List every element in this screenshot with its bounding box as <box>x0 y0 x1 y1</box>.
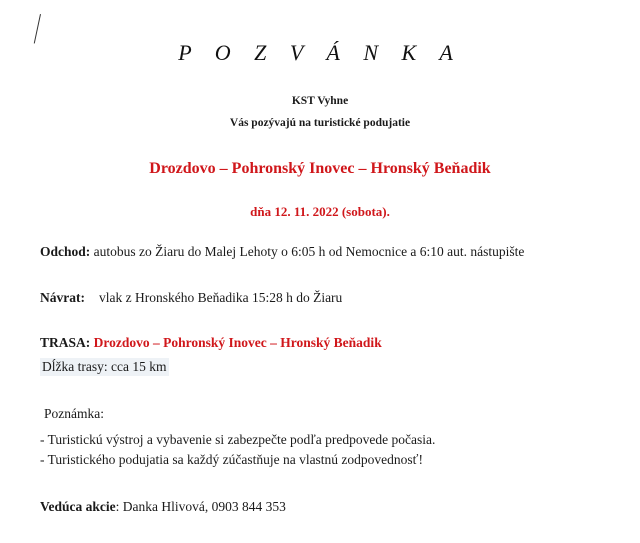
note-item: - Turistickú výstroj a vybavenie si zabezpečte podľa predpovede počasia. <box>40 432 436 447</box>
return-text: vlak z Hronského Beňadika 15:28 h do Žiaru <box>98 290 343 305</box>
departure-info <box>40 243 570 261</box>
event-date: dňa 12. 11. 2022 (sobota). <box>250 204 390 219</box>
leader-text: : Danka Hlivová, 0903 844 353 <box>115 499 286 514</box>
departure-text: autobus zo Žiaru do Malej Lehoty o 6:05 h od Nemocnice a 6:10 aut. nástupište <box>93 244 525 259</box>
return-label: Návrat: <box>40 290 85 305</box>
leader-label: Vedúca akcie <box>40 499 116 514</box>
note-label: Poznámka: <box>44 406 104 421</box>
trasa-text: Drozdovo – Pohronský Inovec – Hronský Beňadik <box>93 335 382 350</box>
return-info <box>40 289 342 307</box>
document-title: P O Z V Á N K A <box>178 40 462 65</box>
organizer-name: KST Vyhne <box>291 95 349 107</box>
departure-label: Odchod: <box>40 244 91 259</box>
trasa-label: TRASA: <box>40 335 91 350</box>
trasa-info <box>40 334 382 352</box>
invitation-line: Vás pozývajú na turistické podujatie <box>229 117 411 129</box>
route-length: Dĺžka trasy: cca 15 km <box>40 358 169 376</box>
leader-info <box>40 498 286 516</box>
note-item: - Turistického podujatia sa každý zúčastňuje na vlastnú zodpovednosť! <box>40 452 423 467</box>
route-title: Drozdovo – Pohronský Inovec – Hronský Beňadik <box>149 160 491 177</box>
